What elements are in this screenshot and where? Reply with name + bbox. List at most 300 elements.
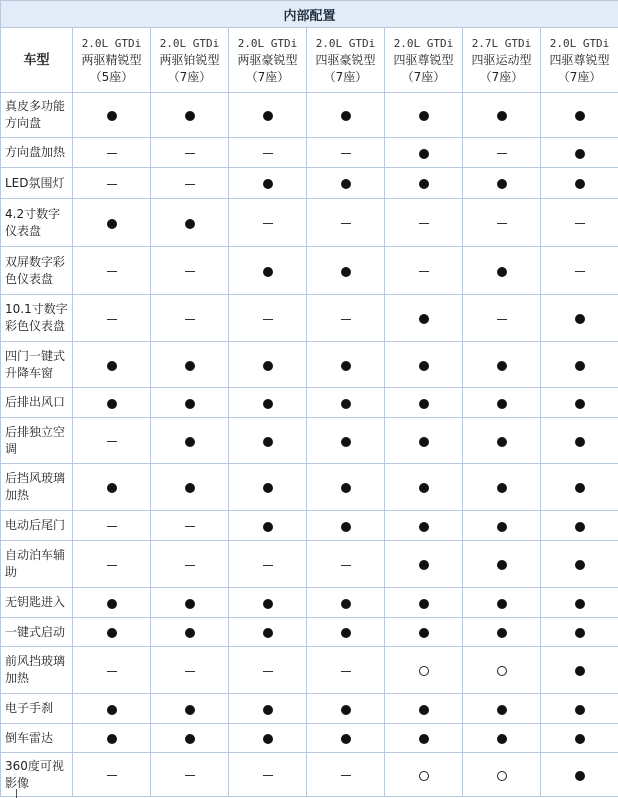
config-cell (151, 138, 229, 168)
not-available-dash-icon (263, 565, 273, 566)
standard-dot-icon (185, 437, 195, 447)
config-cell (307, 753, 385, 797)
config-cell (229, 388, 307, 418)
not-available-dash-icon (185, 184, 195, 185)
config-cell (463, 168, 541, 199)
model-name: 四驱豪锐型 (315, 52, 376, 67)
config-cell (307, 199, 385, 247)
not-available-dash-icon (185, 526, 195, 527)
standard-dot-icon (107, 483, 117, 493)
standard-dot-icon (107, 219, 117, 229)
config-cell (229, 618, 307, 647)
feature-name (1, 168, 73, 199)
config-cell (541, 694, 618, 724)
config-cell (151, 588, 229, 618)
config-cell (541, 464, 618, 511)
standard-dot-icon (575, 483, 585, 493)
model-name: 两驱铂锐型 (159, 52, 220, 67)
config-cell (541, 724, 618, 753)
standard-dot-icon (497, 111, 507, 121)
config-cell (73, 464, 151, 511)
table-title: 内部配置 (1, 1, 618, 28)
standard-dot-icon (419, 522, 429, 532)
feature-rows (1, 93, 618, 797)
standard-dot-icon (497, 560, 507, 570)
standard-dot-icon (263, 361, 273, 371)
config-cell (463, 753, 541, 797)
feature-name-line: 前风挡玻璃 (5, 654, 66, 668)
config-cell (307, 464, 385, 511)
config-cell (151, 168, 229, 199)
model-engine: 2.0L GTDi (549, 36, 610, 50)
standard-dot-icon (263, 705, 273, 715)
standard-dot-icon (419, 314, 429, 324)
not-available-dash-icon (419, 223, 429, 224)
config-cell (463, 724, 541, 753)
config-cell (151, 753, 229, 797)
config-cell (151, 418, 229, 464)
feature-name-line: 电子手刹 (5, 701, 54, 715)
feature-name-line: 倒车雷达 (5, 730, 54, 745)
table-row (1, 93, 618, 138)
config-cell (73, 724, 151, 753)
standard-dot-icon (263, 111, 273, 121)
config-cell (463, 388, 541, 418)
not-available-dash-icon (419, 271, 429, 272)
feature-name (1, 464, 73, 511)
standard-dot-icon (263, 599, 273, 609)
standard-dot-icon (575, 399, 585, 409)
not-available-dash-icon (497, 223, 507, 224)
feature-name-line: 升降车窗 (5, 365, 54, 380)
config-cell (541, 168, 618, 199)
feature-name-line: 后排出风口 (5, 395, 66, 409)
feature-name (1, 753, 73, 797)
config-cell (229, 753, 307, 797)
standard-dot-icon (575, 361, 585, 371)
config-cell (541, 93, 618, 138)
model-header-6 (463, 28, 541, 93)
standard-dot-icon (107, 599, 117, 609)
standard-dot-icon (263, 179, 273, 189)
feature-name (1, 618, 73, 647)
config-cell (307, 647, 385, 694)
config-cell (151, 93, 229, 138)
not-available-dash-icon (185, 775, 195, 776)
config-cell (385, 138, 463, 168)
not-available-dash-icon (575, 271, 585, 272)
config-cell (541, 388, 618, 418)
config-cell (385, 199, 463, 247)
model-header-label: 车型 (1, 28, 73, 93)
config-cell (463, 647, 541, 694)
config-cell (307, 247, 385, 295)
config-cell (541, 342, 618, 388)
config-cell (151, 388, 229, 418)
table-row (1, 295, 618, 342)
model-seats: （7座） (557, 69, 602, 84)
config-cell (73, 541, 151, 588)
config-cell (463, 618, 541, 647)
table-row (1, 247, 618, 295)
model-seats: （7座） (401, 69, 446, 84)
config-cell (541, 647, 618, 694)
feature-name-line: 影像 (5, 775, 30, 790)
feature-name (1, 199, 73, 247)
standard-dot-icon (263, 483, 273, 493)
model-header-7 (541, 28, 618, 93)
standard-dot-icon (185, 599, 195, 609)
standard-dot-icon (575, 734, 585, 744)
config-cell (229, 418, 307, 464)
feature-name-line: 四门一键式 (5, 348, 66, 363)
feature-name (1, 247, 73, 295)
standard-dot-icon (497, 522, 507, 532)
standard-dot-icon (185, 705, 195, 715)
model-name: 四驱运动型 (471, 52, 532, 67)
feature-name (1, 588, 73, 618)
not-available-dash-icon (107, 319, 117, 320)
feature-name (1, 647, 73, 694)
config-cell (463, 588, 541, 618)
table-row (1, 464, 618, 511)
model-engine: 2.0L GTDi (315, 36, 376, 50)
feature-name-line: 自动泊车辅 (5, 548, 66, 562)
config-cell (151, 199, 229, 247)
not-available-dash-icon (107, 184, 117, 185)
standard-dot-icon (341, 399, 351, 409)
feature-name (1, 295, 73, 342)
table-row (1, 418, 618, 464)
standard-dot-icon (341, 599, 351, 609)
model-engine: 2.0L GTDi (81, 36, 142, 50)
config-cell (229, 138, 307, 168)
config-cell (229, 295, 307, 342)
config-cell (307, 342, 385, 388)
standard-dot-icon (185, 483, 195, 493)
not-available-dash-icon (107, 271, 117, 272)
standard-dot-icon (263, 734, 273, 744)
model-seats: （7座） (167, 69, 212, 84)
config-cell (73, 93, 151, 138)
config-cell (229, 511, 307, 541)
config-cell (385, 93, 463, 138)
standard-dot-icon (419, 149, 429, 159)
standard-dot-icon (263, 522, 273, 532)
config-cell (73, 295, 151, 342)
config-cell (463, 342, 541, 388)
standard-dot-icon (575, 437, 585, 447)
config-cell (307, 388, 385, 418)
feature-name-line: 一键式启动 (5, 624, 66, 639)
config-cell (307, 724, 385, 753)
feature-name-line: 10.1寸数字 (5, 302, 68, 316)
model-seats: （7座） (323, 69, 368, 84)
config-cell (151, 724, 229, 753)
config-cell (151, 541, 229, 588)
feature-name-line: 后排独立空 (5, 424, 66, 439)
standard-dot-icon (341, 522, 351, 532)
config-cell (385, 588, 463, 618)
feature-name-line: 助 (5, 565, 18, 579)
model-header-4 (307, 28, 385, 93)
optional-circle-icon (497, 666, 507, 676)
feature-name-line: 色仪表盘 (5, 271, 54, 286)
model-name: 两驱豪锐型 (237, 52, 298, 67)
standard-dot-icon (419, 599, 429, 609)
config-cell (73, 342, 151, 388)
feature-name (1, 541, 73, 588)
table-row (1, 388, 618, 418)
standard-dot-icon (497, 267, 507, 277)
not-available-dash-icon (107, 526, 117, 527)
model-engine: 2.0L GTDi (393, 36, 454, 50)
config-cell (463, 418, 541, 464)
not-available-dash-icon (263, 153, 273, 154)
config-cell (73, 199, 151, 247)
standard-dot-icon (497, 399, 507, 409)
not-available-dash-icon (575, 223, 585, 224)
standard-dot-icon (107, 111, 117, 121)
standard-dot-icon (419, 628, 429, 638)
feature-name-line: 电动后尾门 (5, 518, 66, 532)
standard-dot-icon (341, 705, 351, 715)
config-cell (385, 342, 463, 388)
standard-dot-icon (341, 111, 351, 121)
config-cell (307, 418, 385, 464)
not-available-dash-icon (497, 153, 507, 154)
config-cell (541, 541, 618, 588)
standard-dot-icon (419, 111, 429, 121)
feature-name-line: 无钥匙进入 (5, 595, 66, 609)
standard-dot-icon (107, 361, 117, 371)
table-row (1, 199, 618, 247)
config-cell (151, 342, 229, 388)
standard-dot-icon (419, 399, 429, 409)
config-cell (541, 247, 618, 295)
config-cell (385, 464, 463, 511)
not-available-dash-icon (341, 775, 351, 776)
standard-dot-icon (575, 111, 585, 121)
model-engine: 2.7L GTDi (471, 36, 532, 50)
standard-dot-icon (497, 734, 507, 744)
table-row (1, 647, 618, 694)
config-cell (541, 295, 618, 342)
config-cell (463, 138, 541, 168)
config-cell (385, 295, 463, 342)
not-available-dash-icon (185, 319, 195, 320)
config-cell (229, 93, 307, 138)
feature-name-line: 调 (5, 441, 18, 456)
standard-dot-icon (575, 149, 585, 159)
standard-dot-icon (341, 437, 351, 447)
standard-dot-icon (263, 628, 273, 638)
config-cell (541, 511, 618, 541)
optional-circle-icon (419, 771, 429, 781)
config-cell (385, 647, 463, 694)
feature-name (1, 388, 73, 418)
standard-dot-icon (575, 771, 585, 781)
standard-dot-icon (575, 666, 585, 676)
config-cell (151, 295, 229, 342)
config-cell (385, 618, 463, 647)
standard-dot-icon (497, 179, 507, 189)
model-name: 两驱精锐型 (81, 52, 142, 67)
config-cell (229, 342, 307, 388)
config-cell (463, 511, 541, 541)
feature-name (1, 724, 73, 753)
model-name: 四驱尊锐型 (393, 52, 454, 67)
config-cell (73, 388, 151, 418)
feature-name-line: 真皮多功能 (5, 99, 66, 113)
model-seats: （7座） (245, 69, 290, 84)
config-cell (385, 753, 463, 797)
standard-dot-icon (419, 705, 429, 715)
standard-dot-icon (497, 599, 507, 609)
table-row (1, 724, 618, 753)
config-cell (73, 694, 151, 724)
model-seats: （7座） (479, 69, 524, 84)
feature-name-line: 仪表盘 (5, 223, 42, 238)
config-cell (151, 247, 229, 295)
standard-dot-icon (185, 399, 195, 409)
table-row (1, 138, 618, 168)
standard-dot-icon (497, 361, 507, 371)
not-available-dash-icon (263, 775, 273, 776)
feature-name-line: 4.2寸数字 (5, 206, 61, 221)
config-cell (463, 199, 541, 247)
model-header-5 (385, 28, 463, 93)
standard-dot-icon (341, 734, 351, 744)
standard-dot-icon (575, 628, 585, 638)
config-cell (385, 418, 463, 464)
config-cell (463, 247, 541, 295)
feature-name (1, 511, 73, 541)
config-cell (385, 247, 463, 295)
optional-circle-icon (497, 771, 507, 781)
table-row (1, 618, 618, 647)
config-cell (463, 295, 541, 342)
standard-dot-icon (263, 267, 273, 277)
standard-dot-icon (107, 399, 117, 409)
config-cell (229, 694, 307, 724)
config-cell (73, 618, 151, 647)
table-row (1, 342, 618, 388)
config-cell (73, 647, 151, 694)
feature-name (1, 93, 73, 138)
standard-dot-icon (185, 734, 195, 744)
not-available-dash-icon (107, 441, 117, 442)
config-cell (151, 618, 229, 647)
not-available-dash-icon (263, 223, 273, 224)
optional-circle-icon (419, 666, 429, 676)
feature-name (1, 418, 73, 464)
standard-dot-icon (419, 734, 429, 744)
standard-dot-icon (185, 219, 195, 229)
feature-name-line: 方向盘加热 (5, 145, 66, 159)
standard-dot-icon (497, 628, 507, 638)
config-cell (541, 138, 618, 168)
config-cell (385, 388, 463, 418)
standard-dot-icon (263, 399, 273, 409)
feature-name-line: LED氛围灯 (5, 175, 65, 190)
config-cell (307, 694, 385, 724)
config-cell (385, 541, 463, 588)
standard-dot-icon (107, 628, 117, 638)
not-available-dash-icon (107, 565, 117, 566)
not-available-dash-icon (107, 153, 117, 154)
config-cell (307, 295, 385, 342)
feature-name (1, 138, 73, 168)
not-available-dash-icon (341, 565, 351, 566)
config-cell (151, 647, 229, 694)
not-available-dash-icon (185, 565, 195, 566)
config-cell (73, 753, 151, 797)
config-cell (73, 511, 151, 541)
feature-name-line: 彩色仪表盘 (5, 319, 66, 333)
config-cell (385, 168, 463, 199)
feature-name-line: 方向盘 (5, 116, 42, 130)
standard-dot-icon (419, 179, 429, 189)
standard-dot-icon (185, 628, 195, 638)
model-header-2 (151, 28, 229, 93)
config-cell (385, 724, 463, 753)
config-cell (229, 647, 307, 694)
config-cell (541, 753, 618, 797)
config-cell (151, 694, 229, 724)
standard-dot-icon (575, 522, 585, 532)
model-header-1 (73, 28, 151, 93)
config-cell (385, 694, 463, 724)
table-row (1, 541, 618, 588)
not-available-dash-icon (341, 671, 351, 672)
feature-name-line: 加热 (5, 488, 30, 502)
config-cell (307, 138, 385, 168)
config-cell (307, 168, 385, 199)
standard-dot-icon (341, 267, 351, 277)
standard-dot-icon (497, 437, 507, 447)
config-cell (307, 541, 385, 588)
config-cell (307, 93, 385, 138)
config-cell (229, 464, 307, 511)
standard-dot-icon (185, 361, 195, 371)
config-cell (307, 588, 385, 618)
config-cell (463, 93, 541, 138)
feature-name-line: 后挡风玻璃 (5, 471, 66, 485)
feature-name (1, 342, 73, 388)
config-cell (541, 588, 618, 618)
not-available-dash-icon (341, 319, 351, 320)
standard-dot-icon (419, 560, 429, 570)
standard-dot-icon (107, 734, 117, 744)
config-cell (307, 618, 385, 647)
config-cell (229, 168, 307, 199)
feature-name (1, 694, 73, 724)
not-available-dash-icon (497, 319, 507, 320)
standard-dot-icon (575, 599, 585, 609)
config-cell (307, 511, 385, 541)
config-cell (541, 418, 618, 464)
not-available-dash-icon (107, 775, 117, 776)
config-cell (229, 724, 307, 753)
table-row (1, 588, 618, 618)
config-cell (385, 511, 463, 541)
config-cell (229, 588, 307, 618)
standard-dot-icon (185, 111, 195, 121)
config-cell (463, 694, 541, 724)
model-name: 四驱尊锐型 (549, 52, 610, 67)
standard-dot-icon (419, 483, 429, 493)
